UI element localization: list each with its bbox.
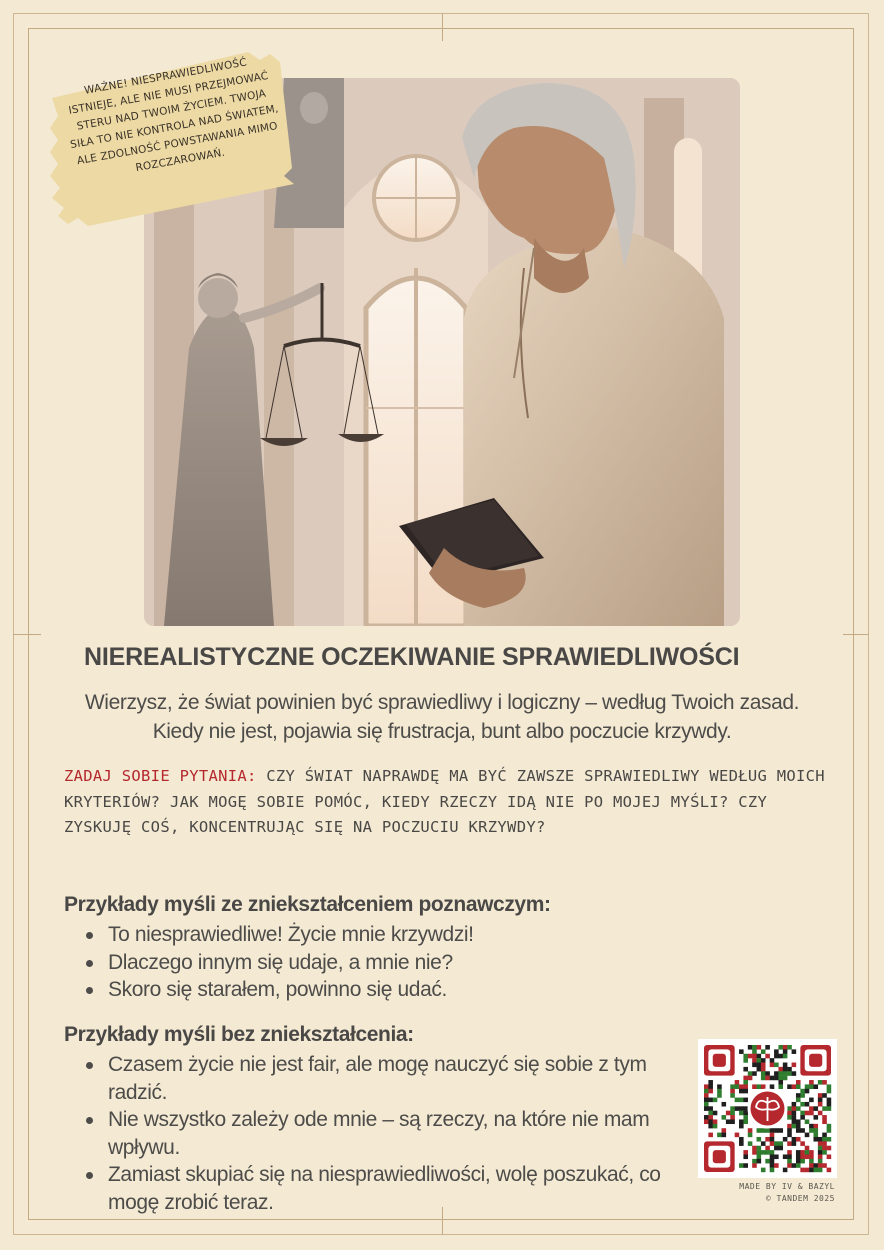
credit-line-2: © TANDEM 2025 bbox=[765, 1194, 835, 1203]
list-item: Zamiast skupiać się na niesprawiedliwości, wolę poszukać, co mogę zrobić teraz. bbox=[86, 1161, 676, 1216]
note-text: WAŻNE! NIESPRAWIEDLIWOŚĆ ISTNIEJE, ALE NIE MUSI PRZEJMOWAĆ STERU NAD TWOIM ŻYCIEM. TWOJA SIŁA TO NIE KONTROLA NAD ŚWIATEM, ALE ZDOLNOŚĆ POWSTAWANIA MIMO ROZCZAROWAŃ. bbox=[67, 56, 280, 175]
list-item: Dlaczego innym się udaje, a mnie nie? bbox=[86, 949, 646, 977]
list-item: Nie wszystko zależy ode mnie – są rzeczy, na które nie mam wpływu. bbox=[86, 1106, 676, 1161]
undistorted-list bbox=[86, 1051, 676, 1216]
list-item: Czasem życie nie jest fair, ale mogę nauczyć się sobie z tym radzić. bbox=[86, 1051, 676, 1106]
questions-text: CZY ŚWIAT NAPRAWDĘ MA BYĆ ZAWSZE SPRAWIEDLIWY WEDŁUG MOICH KRYTERIÓW? JAK MOGĘ SOBIE POMÓC, KIEDY RZECZY IDĄ NIE PO MOJEJ MYŚLI? CZY ZYSKUJĘ COŚ, KONCENTRUJĄC SIĘ NA POCZUCIU KRZYWDY? bbox=[64, 767, 825, 836]
qr-code[interactable] bbox=[698, 1039, 837, 1178]
list-item: Skoro się starałem, powinno się udać. bbox=[86, 976, 646, 1004]
undistorted-heading: Przykłady myśli bez zniekształcenia: bbox=[64, 1023, 414, 1046]
important-note bbox=[48, 48, 298, 228]
credit bbox=[700, 1181, 835, 1205]
page-title: NIEREALISTYCZNE OCZEKIWANIE SPRAWIEDLIWOŚCI bbox=[84, 643, 740, 671]
intro-text: Wierzysz, że świat powinien być sprawiedliwy i logiczny – według Twoich zasad. Kiedy nie jest, pojawia się frustracja, bunt albo poczucie krzywdy. bbox=[84, 691, 800, 743]
distorted-list bbox=[86, 921, 646, 1004]
frame-tick bbox=[442, 13, 443, 41]
frame-tick bbox=[13, 634, 41, 635]
frame-tick bbox=[843, 634, 869, 635]
credit-line-1: MADE BY IV & BAZYL bbox=[739, 1182, 835, 1191]
distorted-heading: Przykłady myśli ze zniekształceniem poznawczym: bbox=[64, 893, 551, 916]
reflection-questions bbox=[64, 764, 844, 841]
list-item: To niesprawiedliwe! Życie mnie krzywdzi! bbox=[86, 921, 646, 949]
questions-label: ZADAJ SOBIE PYTANIA: bbox=[64, 767, 257, 785]
